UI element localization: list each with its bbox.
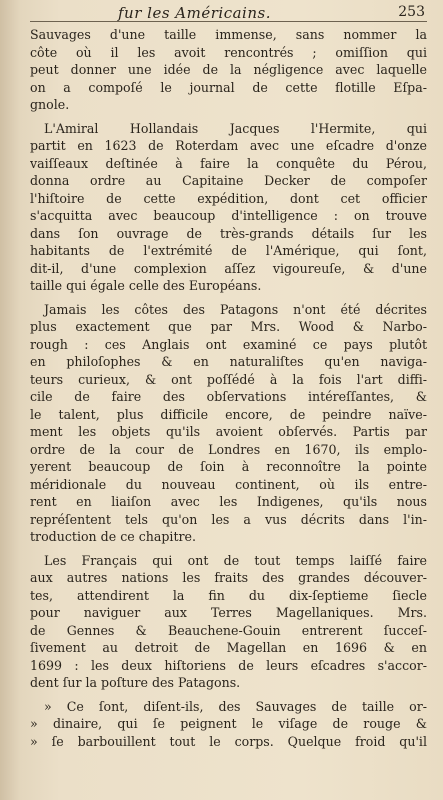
text-line: » dinaire, qui ſe peignent le viſage de rouge &	[30, 716, 427, 731]
text-line: Jamais les côtes des Patagons n'ont été décrites	[44, 301, 427, 317]
text-line: vaiſſeaux deſtinée à faire la conquête du Pérou,	[30, 155, 427, 171]
text-line: partit en 1623 de Roterdam avec une eſcadre d'onze	[30, 138, 427, 153]
text-line: ordre de la cour de Londres en 1670, ils emplo-	[30, 441, 427, 457]
text-line: pour naviguer aux Terres Magellaniques. Mrs.	[30, 605, 427, 620]
paragraph	[30, 26, 427, 114]
text-line: le talent, plus difficile encore, de peindre naïve-	[30, 406, 427, 422]
text-line: plus exactement que par Mrs. Wood & Narbo-	[30, 319, 427, 334]
paragraph	[30, 120, 427, 295]
text-line: taille qui égale celle des Européans.	[30, 278, 262, 293]
text-line: teurs curieux, & ont poſſédé à la fois l'art diffi-	[30, 371, 427, 387]
text-line: de Gennes & Beauchene-Gouin entrerent ſucceſ-	[30, 622, 427, 638]
text-line: cile de faire des obſervations intéreſſantes, &	[30, 389, 427, 404]
text-line: troduction de ce chapitre.	[30, 529, 197, 544]
text-line: tes, attendirent la fin du dix-ſeptieme ſiecle	[30, 587, 427, 603]
page-number: 253	[398, 4, 425, 20]
text-line: yerent beaucoup de ſoin à reconnoître la pointe	[30, 459, 427, 474]
text-line: peut donner une idée de la négligence avec laquelle	[30, 62, 427, 77]
text-line: L'Amiral Hollandais Jacques l'Hermite, qui	[44, 120, 427, 136]
text-line: » ſe barbouillent tout le corps. Quelque froid qu'il	[30, 733, 427, 749]
text-line: rough : ces Anglais ont examiné ce pays plutôt	[30, 336, 427, 352]
text-line: dent ſur la poſture des Patagons.	[30, 675, 241, 690]
text-line: rent en liaiſon avec les Indigenes, qu'ils nous	[30, 494, 427, 509]
text-line: côte où il les avoit rencontrés ; omiſſion qui	[30, 44, 427, 60]
text-line: ſivement au detroit de Magellan en 1696 & en	[30, 640, 427, 655]
text-line: » Ce ſont, diſent-ils, des Sauvages de taille or-	[44, 698, 427, 714]
paragraph	[30, 552, 427, 692]
header-rule	[30, 21, 427, 22]
text-line: dans ſon ouvrage de très-grands détails ſur les	[30, 225, 427, 241]
text-line: repréſentent tels qu'on les a vus décrits dans l'in-	[30, 511, 427, 527]
text-line: 1699 : les deux hiſtoriens de leurs eſcadres s'accor-	[30, 657, 427, 673]
text-line: habitants de l'extrémité de l'Amérique, qui ſont,	[30, 243, 427, 258]
text-line: on a compoſé le journal de cette flotille Eſpa-	[30, 79, 427, 95]
text-line: dit-il, d'une complexion aſſez vigoureuſe, & d'une	[30, 260, 427, 276]
text-line: l'hiſtoire de cette expédition, dont cet officier	[30, 190, 427, 206]
text-line: s'acquitta avec beaucoup d'intelligence : on trouve	[30, 208, 427, 223]
text-line: en philoſophes & en naturaliſtes qu'en naviga-	[30, 354, 427, 369]
running-title: fur les Américains.	[118, 4, 271, 22]
text-line: gnole.	[30, 97, 70, 112]
text-line: Sauvages d'une taille immense, sans nommer la	[30, 27, 427, 42]
page-body	[30, 26, 427, 750]
text-line: Les Français qui ont de tout temps laiſſé faire	[44, 552, 427, 568]
text-line: méridionale du nouveau continent, où ils entre-	[30, 476, 427, 492]
page-header	[30, 4, 427, 26]
paragraph	[30, 698, 427, 751]
text-line: donna ordre au Capitaine Decker de compoſer	[30, 173, 427, 188]
paragraph	[30, 301, 427, 546]
text-line: ment les objets qu'ils avoient obſervés. Partis par	[30, 424, 427, 439]
text-line: aux autres nations les fraits des grandes découver-	[30, 570, 427, 585]
